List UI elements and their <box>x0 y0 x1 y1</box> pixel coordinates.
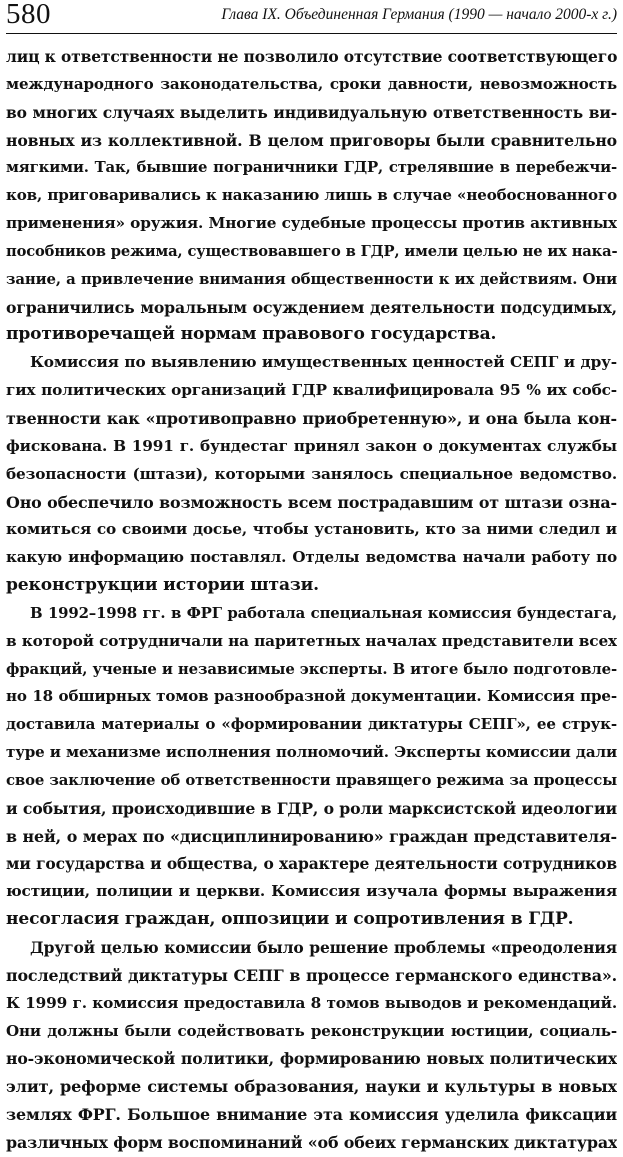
body-text <box>6 43 617 1157</box>
text-line: но 18 обширных томов разнообразной документации. Комиссия пре- <box>6 687 617 706</box>
text-line: ограничились моральным осуждением деятельности подсудимых, <box>6 297 617 317</box>
text-line: доставила материалы о «формировании диктатуры СЕПГ», ее струк- <box>6 715 617 734</box>
text-line: различных форм воспоминаний «об обеих германских диктатурах <box>6 1132 617 1152</box>
text-line: свое заключение об ответственности правящего режима за процессы <box>6 770 617 789</box>
text-line: гих политических организаций ГДР квалифицировала 95 % их собс- <box>6 381 617 400</box>
text-line: противоречащей нормам правового государства. <box>6 324 497 345</box>
page-header <box>6 0 617 34</box>
text-line: безопасности (штази), которыми занялось специальное ведомство. <box>6 464 617 483</box>
text-line: какую информацию поставлял. Отделы ведомства начали работу по <box>6 548 617 567</box>
text-line: юстиции, полиции и церкви. Комиссия изучала формы выражения <box>6 882 617 901</box>
text-line: фракций, ученые и независимые эксперты. В итоге было подготовле- <box>6 659 617 678</box>
running-title: Глава IX. Объединенная Германия (1990 — начало 2000-х г.) <box>221 6 617 23</box>
text-line: несогласия граждан, оппозиции и сопротивления в ГДР. <box>6 909 574 930</box>
text-line: ков, приговаривались к наказанию лишь в случае «необоснованного <box>6 186 617 205</box>
text-line: фискована. В 1991 г. бундестаг принял закон о документах службы <box>6 436 617 455</box>
text-line: новных из коллективной. В целом приговоры были сравнительно <box>6 130 617 150</box>
text-line: пособников режима, существовавшего в ГДР, имели целью не их нака- <box>6 242 617 260</box>
text-line: твенности как «противоправно приобретенную», и она была кон- <box>6 408 617 428</box>
text-line: последствий диктатуры СЕПГ в процессе германского единства». <box>6 965 617 985</box>
text-line: ми государства и общества, о характере деятельности сотрудников <box>6 854 617 874</box>
text-line: применения» оружия. Многие судебные процессы против активных <box>6 214 617 233</box>
text-line: зание, а привлечение внимания общественности к их действиям. Они <box>6 269 617 288</box>
paragraph-first-line: Другой целью комиссии было решение проблемы «преодоления <box>30 938 617 957</box>
text-line: но-экономической политики, формированию новых политических <box>6 1049 617 1069</box>
text-line: во многих случаях выделить индивидуальную ответственность ви- <box>6 102 617 122</box>
text-line: туре и механизме исполнения полномочий. Эксперты комиссии дали <box>6 743 617 762</box>
text-line: в которой сотрудничали на паритетных началах представители всех <box>6 631 617 650</box>
text-line: лиц к ответственности не позволило отсутствие соответствующего <box>6 47 617 66</box>
text-line: элит, реформе системы образования, науки и культуры в новых <box>6 1077 617 1097</box>
paragraph-first-line: Комиссия по выявлению имущественных ценностей СЕПГ и дру- <box>30 353 617 372</box>
text-line: комиться со своими досье, чтобы установить, кто за ними следил и <box>6 520 617 539</box>
paragraph-first-line: В 1992–1998 гг. в ФРГ работала специальная комиссия бундестага, <box>30 603 617 622</box>
text-line: реконструкции истории штази. <box>6 575 319 596</box>
text-line: К 1999 г. комиссия предоставила 8 томов выводов и рекомендаций. <box>6 993 617 1012</box>
text-line: международного законодательства, сроки давности, невозможность <box>6 74 617 93</box>
page-number: 580 <box>6 0 51 30</box>
text-line: мягкими. Так, бывшие пограничники ГДР, стрелявшие в перебежчи- <box>6 158 617 177</box>
text-line: в ней, о мерах по «дисциплинированию» граждан представителя- <box>6 826 617 846</box>
text-line: Оно обеспечило возможность всем пострадавшим от штази озна- <box>6 492 617 512</box>
text-line: землях ФРГ. Большое внимание эта комиссия уделила фиксации <box>6 1105 617 1125</box>
text-line: Они должны были содействовать реконструкции юстиции, социаль- <box>6 1021 617 1040</box>
text-line: и события, происходившие в ГДР, о роли марксистской идеологии <box>6 798 617 818</box>
